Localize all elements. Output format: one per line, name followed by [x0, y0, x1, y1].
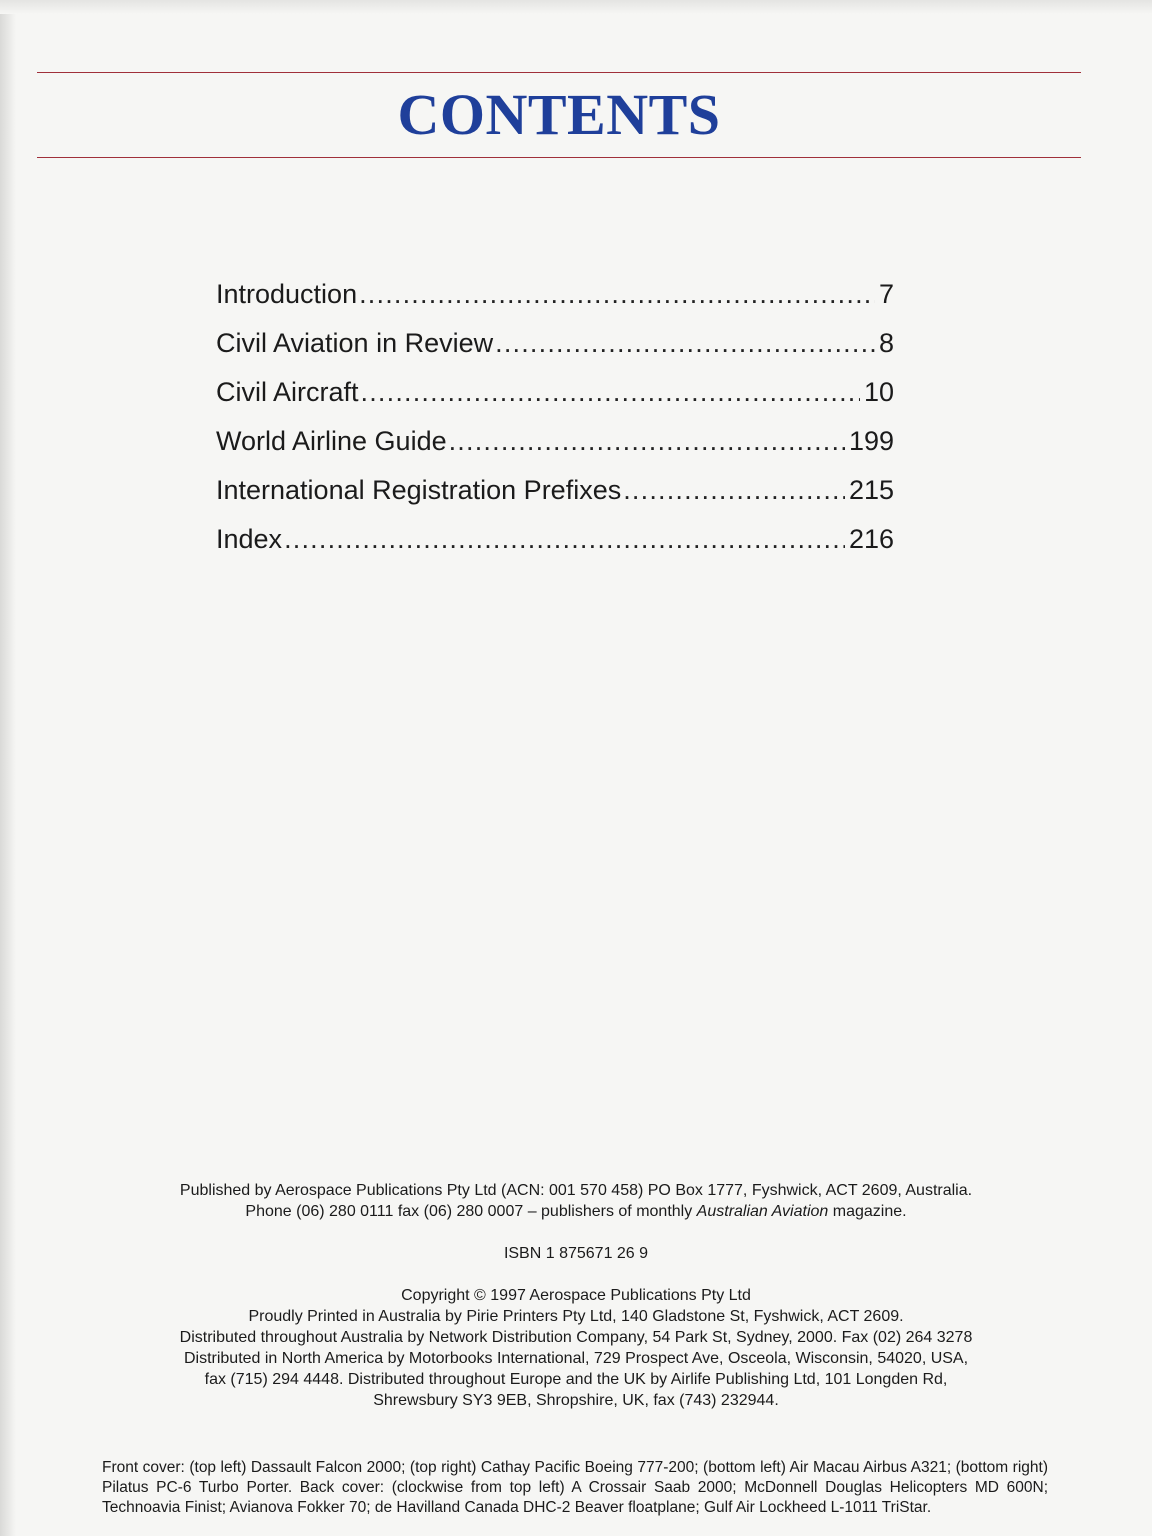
toc-dot-leader: [284, 515, 845, 564]
copyright-line: Copyright © 1997 Aerospace Publications Pty Ltd: [401, 1287, 751, 1304]
page-top-shadow: [0, 0, 1152, 14]
cover-credits: Front cover: (top left) Dassault Falcon 2000; (top right) Cathay Pacific Boeing 777-200; (bottom left) Air Macau Airbus A321; (bottom right) Pilatus PC-6 Turbo Porter. Back cover: (clockwise from top left) A Crossair Saab 2000; McDonnell Douglas Helicopters MD 600N; Technoavia Finist; Avianova Fokker 70; de Havilland Canada DHC-2 Beaver floatplane; Gulf Air Lockheed L-1011 TriStar.: [102, 1459, 1048, 1516]
toc-entry-page: 10: [863, 377, 894, 407]
table-of-contents: [216, 270, 894, 564]
phone-suffix: magazine.: [828, 1203, 907, 1220]
toc-entry-introduction[interactable]: [216, 270, 894, 319]
toc-entry-world-airline-guide[interactable]: [216, 417, 894, 466]
toc-entry-civil-aircraft[interactable]: [216, 368, 894, 417]
phone-line: [0, 1201, 1152, 1222]
toc-entry-label: World Airline Guide: [216, 426, 447, 456]
printed-line: Proudly Printed in Australia by Pirie Printers Pty Ltd, 140 Gladstone St, Fyshwick, ACT 2609.: [248, 1308, 904, 1325]
toc-entry-page: 216: [848, 524, 894, 554]
distribution-uk-line: Shrewsbury SY3 9EB, Shropshire, UK, fax (743) 232944.: [373, 1392, 779, 1409]
toc-entry-page: 215: [848, 475, 894, 505]
toc-entry-civil-aviation-in-review[interactable]: [216, 319, 894, 368]
toc-entry-label: Introduction: [216, 279, 358, 309]
publisher-imprint: [0, 1180, 1152, 1411]
toc-entry-page: 199: [848, 426, 894, 456]
toc-entry-international-registration-prefixes[interactable]: [216, 466, 894, 515]
toc-dot-leader: [623, 466, 845, 515]
toc-dot-leader: [359, 270, 875, 319]
magazine-name: Australian Aviation: [696, 1203, 829, 1220]
distribution-north-america-line: Distributed in North America by Motorbooks International, 729 Prospect Ave, Osceola, Wisconsin, 54020, USA,: [183, 1350, 969, 1367]
distribution-australia-line: Distributed throughout Australia by Network Distribution Company, 54 Park St, Sydney, 2000. Fax (02) 264 3278: [179, 1329, 973, 1346]
toc-dot-leader: [449, 417, 845, 466]
toc-entry-index[interactable]: [216, 515, 894, 564]
isbn-line: ISBN 1 875671 26 9: [503, 1245, 649, 1262]
toc-entry-label: International Registration Prefixes: [216, 475, 622, 505]
toc-dot-leader: [495, 319, 875, 368]
toc-entry-label: Index: [216, 524, 283, 554]
published-by-line: Published by Aerospace Publications Pty Ltd (ACN: 001 570 458) PO Box 1777, Fyshwick, ACT 2609, Australia.: [179, 1182, 973, 1199]
toc-entry-page: 8: [878, 328, 894, 358]
toc-dot-leader: [361, 368, 860, 417]
page-title: CONTENTS: [397, 82, 721, 147]
toc-entry-page: 7: [878, 279, 894, 309]
distribution-europe-line: fax (715) 294 4448. Distributed throughout Europe and the UK by Airlife Publishing Ltd, 101 Longden Rd,: [204, 1371, 948, 1388]
toc-entry-label: Civil Aircraft: [216, 377, 359, 407]
toc-entry-label: Civil Aviation in Review: [216, 328, 494, 358]
header-rule-bottom: [37, 157, 1081, 158]
phone-text: Phone (06) 280 0111 fax (06) 280 0007 – publishers of monthly: [245, 1203, 697, 1220]
header-rule-top: [37, 72, 1081, 73]
